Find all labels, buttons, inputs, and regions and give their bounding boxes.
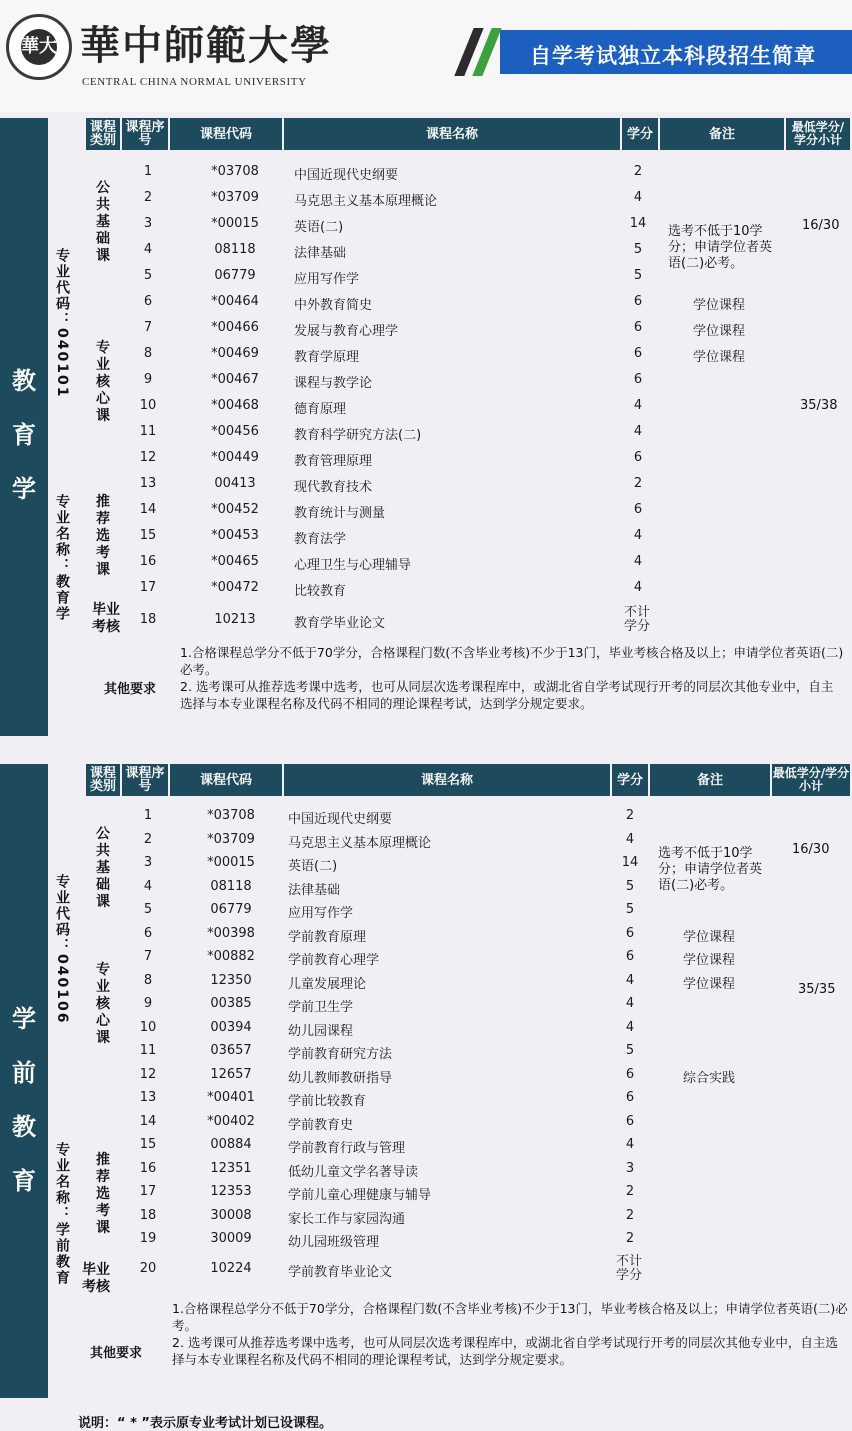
course-name: 教育管理原理 xyxy=(294,454,373,469)
course-seq: 9 xyxy=(143,372,153,387)
course-note: 学位课程 xyxy=(692,324,745,339)
course-name: 应用写作学 xyxy=(294,272,360,287)
course-name: 家长工作与家园沟通 xyxy=(288,1211,406,1227)
course-name: 学前卫生学 xyxy=(288,1000,354,1015)
course-name: 教育统计与测量 xyxy=(294,506,386,521)
course-credit: 不计学分 xyxy=(623,605,650,634)
course-seq: 2 xyxy=(143,190,153,205)
course-code: 00884 xyxy=(210,1137,252,1152)
course-code: *00464 xyxy=(211,294,259,309)
course-code: *00398 xyxy=(207,925,255,941)
col-name: 课程名称 xyxy=(284,118,622,150)
course-credit: 6 xyxy=(625,1066,635,1082)
course-seq: 10 xyxy=(139,398,157,413)
course-credit: 4 xyxy=(625,831,635,847)
course-credit: 5 xyxy=(633,268,643,283)
course-code: 12657 xyxy=(210,1066,252,1082)
course-credit: 2 xyxy=(625,1184,635,1199)
course-code: *00449 xyxy=(211,450,259,465)
university-logo xyxy=(6,14,72,80)
course-name: 学前教育心理学 xyxy=(288,953,380,968)
major-section-education xyxy=(0,118,852,736)
course-name: 心理卫生与心理辅导 xyxy=(294,558,412,573)
course-credit: 6 xyxy=(633,320,643,335)
col-seq: 课程序号 xyxy=(122,764,170,796)
course-code: *00882 xyxy=(207,949,255,964)
subtotal-public: 16/30 xyxy=(792,842,830,857)
course-code: 00394 xyxy=(210,1019,252,1035)
course-credit: 2 xyxy=(633,476,643,491)
course-credit: 6 xyxy=(633,502,643,517)
course-credit: 6 xyxy=(625,949,635,964)
course-name: 学前教育毕业论文 xyxy=(288,1264,393,1280)
course-code: 08118 xyxy=(210,878,252,894)
course-credit: 6 xyxy=(625,1090,635,1105)
course-seq: 4 xyxy=(143,878,153,894)
course-code: 12353 xyxy=(210,1184,252,1199)
col-credit: 学分 xyxy=(622,118,660,150)
university-name-cn: 華中師範大學 xyxy=(80,22,332,69)
course-seq: 17 xyxy=(139,580,157,595)
course-seq: 18 xyxy=(139,1207,157,1223)
footer-note: 说明：“ * ”表示原专业考试计划已设课程。 xyxy=(78,1416,332,1431)
other-req-2: 2. 选考课可从推荐选考课中选考，也可从同层次选考课程库中，或湖北省自学考试现行开考的同层次其他专业中，自主选择与本专业课程名称及代码不相同的理论课程考试，达到学分规定要求。 xyxy=(172,1335,838,1367)
table-header xyxy=(82,764,852,796)
course-credit: 4 xyxy=(633,424,643,439)
course-code: 06779 xyxy=(214,268,256,283)
course-code: *00402 xyxy=(207,1113,255,1129)
course-name: 马克思主义基本原理概论 xyxy=(288,835,432,851)
course-name: 幼儿园班级管理 xyxy=(288,1235,380,1250)
course-credit: 5 xyxy=(625,902,635,917)
course-seq: 16 xyxy=(139,1160,157,1176)
course-code: *00452 xyxy=(211,502,259,517)
course-credit: 4 xyxy=(625,1137,635,1152)
course-code: *00453 xyxy=(211,528,259,543)
course-seq: 18 xyxy=(139,612,157,627)
subtotal-core: 35/35 xyxy=(798,982,836,997)
category-thesis: 毕业考核 xyxy=(92,602,120,635)
category-core: 专业核心课 xyxy=(96,962,110,1046)
major-name: 专业名称：学前教育 xyxy=(54,1142,70,1286)
subject-char: 学 xyxy=(12,1005,36,1033)
course-seq: 1 xyxy=(143,808,153,823)
course-seq: 11 xyxy=(139,1043,157,1058)
course-credit: 5 xyxy=(625,878,635,894)
course-note: 学位课程 xyxy=(692,298,745,313)
course-code: *03709 xyxy=(207,831,255,847)
course-name: 教育学毕业论文 xyxy=(294,616,386,631)
course-credit: 4 xyxy=(625,996,635,1011)
course-code: 12351 xyxy=(210,1160,252,1176)
col-note: 备注 xyxy=(660,118,786,150)
course-code: *03708 xyxy=(207,808,255,823)
course-seq: 20 xyxy=(139,1260,157,1276)
subtotal-public: 16/30 xyxy=(802,218,840,233)
category-core: 专业核心课 xyxy=(96,340,110,424)
course-code: 06779 xyxy=(210,902,252,917)
course-name: 教育科学研究方法(二) xyxy=(294,428,422,443)
course-seq: 5 xyxy=(143,268,153,283)
course-code: 10213 xyxy=(214,612,256,627)
subject-char: 育 xyxy=(12,421,36,449)
course-code: 00413 xyxy=(214,476,256,491)
course-seq: 12 xyxy=(139,450,157,465)
course-seq: 11 xyxy=(139,424,157,439)
subtotal-core: 35/38 xyxy=(800,398,838,413)
course-name: 课程与教学论 xyxy=(294,376,373,391)
course-credit: 6 xyxy=(633,294,643,309)
col-code: 课程代码 xyxy=(170,118,284,150)
course-seq: 4 xyxy=(143,242,153,257)
course-code: 00385 xyxy=(210,996,252,1011)
course-name: 学前教育原理 xyxy=(288,929,367,945)
page-header xyxy=(0,0,852,112)
other-req-2: 2. 选考课可从推荐选考课中选考，也可从同层次选考课程库中，或湖北省自学考试现行开考的同层次其他专业中，自主选择与本专业课程名称及代码不相同的理论课程考试，达到学分规定要求。 xyxy=(180,679,834,711)
course-code: *00466 xyxy=(211,320,259,335)
course-name: 比较教育 xyxy=(294,584,347,599)
course-seq: 9 xyxy=(143,996,153,1011)
course-code: *00468 xyxy=(211,398,259,413)
course-name: 应用写作学 xyxy=(288,906,354,921)
col-min-credit: 最低学分/学分小计 xyxy=(772,764,852,796)
course-seq: 10 xyxy=(139,1019,157,1035)
subject-char: 教 xyxy=(12,1113,36,1141)
other-req-label: 其他要求 xyxy=(90,1346,143,1361)
course-credit: 6 xyxy=(633,372,643,387)
course-credit: 4 xyxy=(633,528,643,543)
course-name: 中外教育简史 xyxy=(294,298,373,313)
col-name: 课程名称 xyxy=(284,764,612,796)
course-name: 低幼儿童文学名著导读 xyxy=(288,1164,419,1180)
course-seq: 6 xyxy=(143,294,153,309)
logo-emblem: 華大 xyxy=(21,29,57,65)
subject-title xyxy=(0,354,48,516)
col-credit: 学分 xyxy=(612,764,650,796)
course-name: 教育法学 xyxy=(294,532,347,547)
course-code: *00015 xyxy=(207,855,255,870)
course-seq: 3 xyxy=(143,855,153,870)
course-credit: 4 xyxy=(625,972,635,988)
course-name: 学前儿童心理健康与辅导 xyxy=(288,1188,432,1203)
course-note: 学位课程 xyxy=(692,350,745,365)
major-code: 专业代码：040101 xyxy=(54,248,70,399)
course-name: 中国近现代史纲要 xyxy=(294,168,399,183)
subject-title xyxy=(0,992,48,1208)
course-credit: 6 xyxy=(625,925,635,941)
course-code: *00465 xyxy=(211,554,259,569)
other-req-label: 其他要求 xyxy=(104,682,157,697)
course-seq: 1 xyxy=(143,164,153,179)
col-min-credit: 最低学分/学分小计 xyxy=(786,118,852,150)
course-name: 学前教育史 xyxy=(288,1117,354,1133)
other-req-1: 1.合格课程总学分不低于70学分，合格课程门数(不含毕业考核)不少于13门，毕业考核合格及以上；申请学位者英语(二)必考。 xyxy=(180,645,844,677)
course-name: 英语(二) xyxy=(294,220,344,235)
major-code: 专业代码：040106 xyxy=(54,874,70,1025)
course-credit: 6 xyxy=(625,1113,635,1129)
course-code: *03708 xyxy=(211,164,259,179)
course-seq: 6 xyxy=(143,925,153,941)
course-note: 学位课程 xyxy=(682,976,735,992)
col-category: 课程类别 xyxy=(86,118,122,150)
course-seq: 15 xyxy=(139,528,157,543)
table-header xyxy=(82,118,852,150)
course-name: 现代教育技术 xyxy=(294,480,373,495)
category-elective: 推荐选考课 xyxy=(96,1152,110,1236)
course-credit: 不计学分 xyxy=(615,1253,642,1283)
public-note: 选考不低于10学分；申请学位者英语(二)必考。 xyxy=(658,846,763,893)
course-name: 教育学原理 xyxy=(294,350,360,365)
course-credit: 2 xyxy=(625,1207,635,1223)
course-credit: 3 xyxy=(625,1160,635,1176)
course-credit: 4 xyxy=(625,1019,635,1035)
course-note: 学位课程 xyxy=(682,929,735,945)
course-code: 12350 xyxy=(210,972,252,988)
course-credit: 6 xyxy=(633,346,643,361)
course-name: 发展与教育心理学 xyxy=(294,324,399,339)
course-name: 马克思主义基本原理概论 xyxy=(294,194,438,209)
course-note: 综合实践 xyxy=(682,1070,735,1086)
course-code: 10224 xyxy=(210,1260,252,1276)
category-thesis: 毕业考核 xyxy=(82,1262,110,1295)
course-seq: 3 xyxy=(143,216,153,231)
course-credit: 2 xyxy=(625,1231,635,1246)
course-credit: 2 xyxy=(625,808,635,823)
course-name: 中国近现代史纲要 xyxy=(288,812,393,827)
course-note: 学位课程 xyxy=(682,953,735,968)
course-code: 30008 xyxy=(210,1207,252,1223)
course-name: 学前教育行政与管理 xyxy=(288,1141,406,1156)
subject-char: 教 xyxy=(12,367,36,395)
category-public: 公共基础课 xyxy=(96,826,110,910)
course-credit: 4 xyxy=(633,580,643,595)
course-code: 30009 xyxy=(210,1231,252,1246)
course-seq: 15 xyxy=(139,1137,157,1152)
course-name: 英语(二) xyxy=(288,859,338,874)
course-name: 幼儿教师教研指导 xyxy=(288,1070,393,1086)
course-name: 法律基础 xyxy=(288,882,341,898)
course-code: *00467 xyxy=(211,372,259,387)
course-code: 03657 xyxy=(210,1043,252,1058)
course-seq: 2 xyxy=(143,831,153,847)
course-seq: 7 xyxy=(143,949,153,964)
course-credit: 14 xyxy=(629,216,647,231)
course-name: 幼儿园课程 xyxy=(288,1023,354,1039)
course-seq: 12 xyxy=(139,1066,157,1082)
subject-char: 育 xyxy=(12,1167,36,1195)
course-code: *03709 xyxy=(211,190,259,205)
course-seq: 7 xyxy=(143,320,153,335)
course-code: *00472 xyxy=(211,580,259,595)
course-name: 法律基础 xyxy=(294,246,347,261)
course-seq: 19 xyxy=(139,1231,157,1246)
col-seq: 课程序号 xyxy=(122,118,170,150)
course-code: 08118 xyxy=(214,242,256,257)
course-code: *00456 xyxy=(211,424,259,439)
course-credit: 4 xyxy=(633,398,643,413)
course-credit: 5 xyxy=(625,1043,635,1058)
course-seq: 17 xyxy=(139,1184,157,1199)
course-code: *00401 xyxy=(207,1090,255,1105)
course-seq: 14 xyxy=(139,1113,157,1129)
col-note: 备注 xyxy=(650,764,772,796)
public-note: 选考不低于10学分；申请学位者英语(二)必考。 xyxy=(668,224,773,271)
subject-char: 前 xyxy=(12,1059,36,1087)
major-section-preschool xyxy=(0,764,852,1398)
subject-char: 学 xyxy=(12,475,36,503)
other-req-1: 1.合格课程总学分不低于70学分，合格课程门数(不含毕业考核)不少于13门，毕业考核合格及以上；申请学位者英语(二)必考。 xyxy=(172,1301,848,1333)
course-seq: 5 xyxy=(143,902,153,917)
course-name: 学前教育研究方法 xyxy=(288,1047,393,1062)
course-credit: 2 xyxy=(633,164,643,179)
course-credit: 4 xyxy=(633,554,643,569)
major-name: 专业名称：教育学 xyxy=(54,494,70,622)
col-code: 课程代码 xyxy=(170,764,284,796)
course-seq: 8 xyxy=(143,346,153,361)
category-public: 公共基础课 xyxy=(96,180,110,264)
course-name: 德育原理 xyxy=(294,402,347,417)
course-seq: 8 xyxy=(143,972,153,988)
course-seq: 13 xyxy=(139,1090,157,1105)
category-elective: 推荐选考课 xyxy=(96,494,110,578)
course-name: 儿童发展理论 xyxy=(288,976,367,992)
course-credit: 6 xyxy=(633,450,643,465)
course-seq: 16 xyxy=(139,554,157,569)
banner-title: 自学考试独立本科段招生简章 xyxy=(530,44,816,68)
course-code: *00015 xyxy=(211,216,259,231)
course-credit: 4 xyxy=(633,190,643,205)
course-credit: 5 xyxy=(633,242,643,257)
col-category: 课程类别 xyxy=(86,764,122,796)
course-seq: 14 xyxy=(139,502,157,517)
course-name: 学前比较教育 xyxy=(288,1094,367,1109)
university-name-en: CENTRAL CHINA NORMAL UNIVERSITY xyxy=(82,76,307,88)
course-code: *00469 xyxy=(211,346,259,361)
course-credit: 14 xyxy=(621,855,639,870)
course-seq: 13 xyxy=(139,476,157,491)
